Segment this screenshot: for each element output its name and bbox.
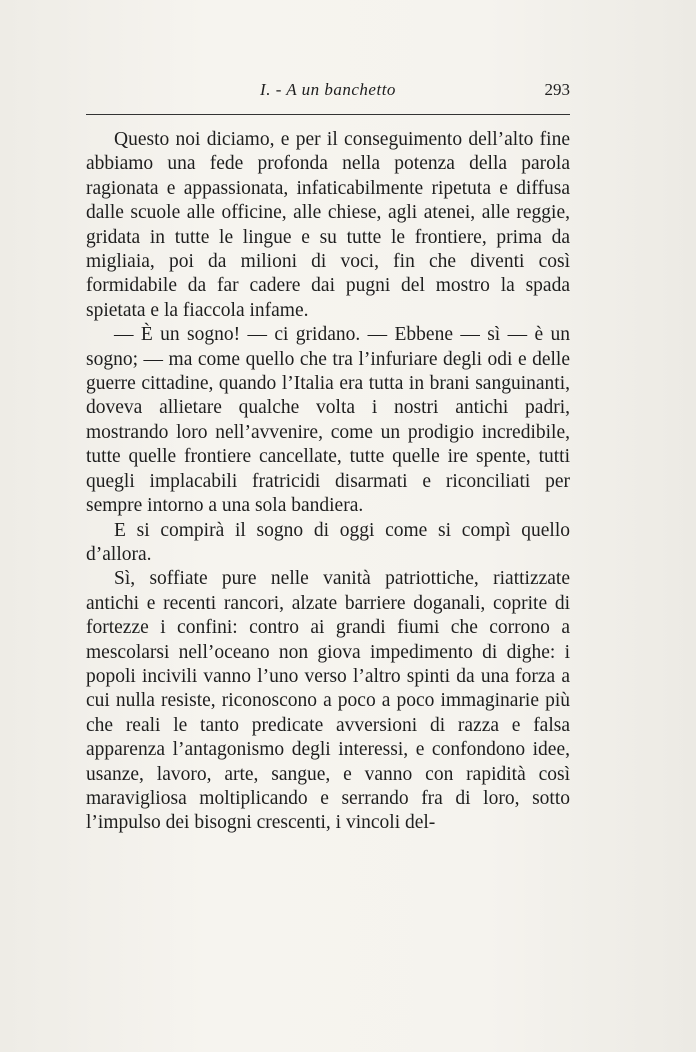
paragraph: — È un sogno! — ci gridano. — Ebbene — sì — è un sogno; — ma come quello che tra l’infuriare degli odi e delle guerre cittadine, quando l’Italia era tutta in brani sanguinanti, doveva allietare qualche volta i nostri antichi padri, mostrando loro nell’avvenire, come un prodigio incredibile, tutte quelle frontiere cancellate, tutte quelle ire spente, tutti quegli implacabili fratricidi disarmati e riconciliati per sempre intorno a una sola bandiera. bbox=[86, 324, 570, 517]
page-header bbox=[86, 78, 570, 106]
paragraph: Sì, soffiate pure nelle vanità patriottiche, riattizzate antichi e recenti rancori, alzate barriere doganali, coprite di fortezze i confini: contro ai grandi fiumi che corrono a mescolarsi nell’oceano non giova impedimento di dighe: i popoli incivili vanno l’uno verso l’altro spinti da una forza a cui nulla resiste, riconoscono a poco a poco immaginarie più che reali le tanto predicate avversioni di razza e falsa apparenza l’antagonismo degli interessi, e confondono idee, usanze, lavoro, arte, sangue, e vanno con rapidità così maravigliosa moltiplicando e serrando fra di loro, sotto l’impulso dei bisogni crescenti, i vincoli del- bbox=[86, 568, 570, 834]
paragraph: E si compirà il sogno di oggi come si compì quello d’allora. bbox=[86, 519, 570, 565]
running-title: I. - A un banchetto bbox=[260, 80, 396, 99]
paragraph: Questo noi diciamo, e per il conseguimento dell’alto fine abbiamo una fede profonda nella potenza della parola ragionata e appassionata, infaticabilmente ripetuta e diffusa dalle scuole alle officine, alle chiese, agli atenei, alle reggie, gridata in tutte le lingue e su tutte le frontiere, prima da migliaia, poi da milioni di voci, fin che diventi così formidabile da far cadere dai pugni del mostro la spada spietata e la fiaccola infame. bbox=[86, 129, 570, 321]
body-text bbox=[86, 128, 570, 836]
header-rule bbox=[86, 114, 570, 116]
page-number: 293 bbox=[544, 80, 570, 99]
